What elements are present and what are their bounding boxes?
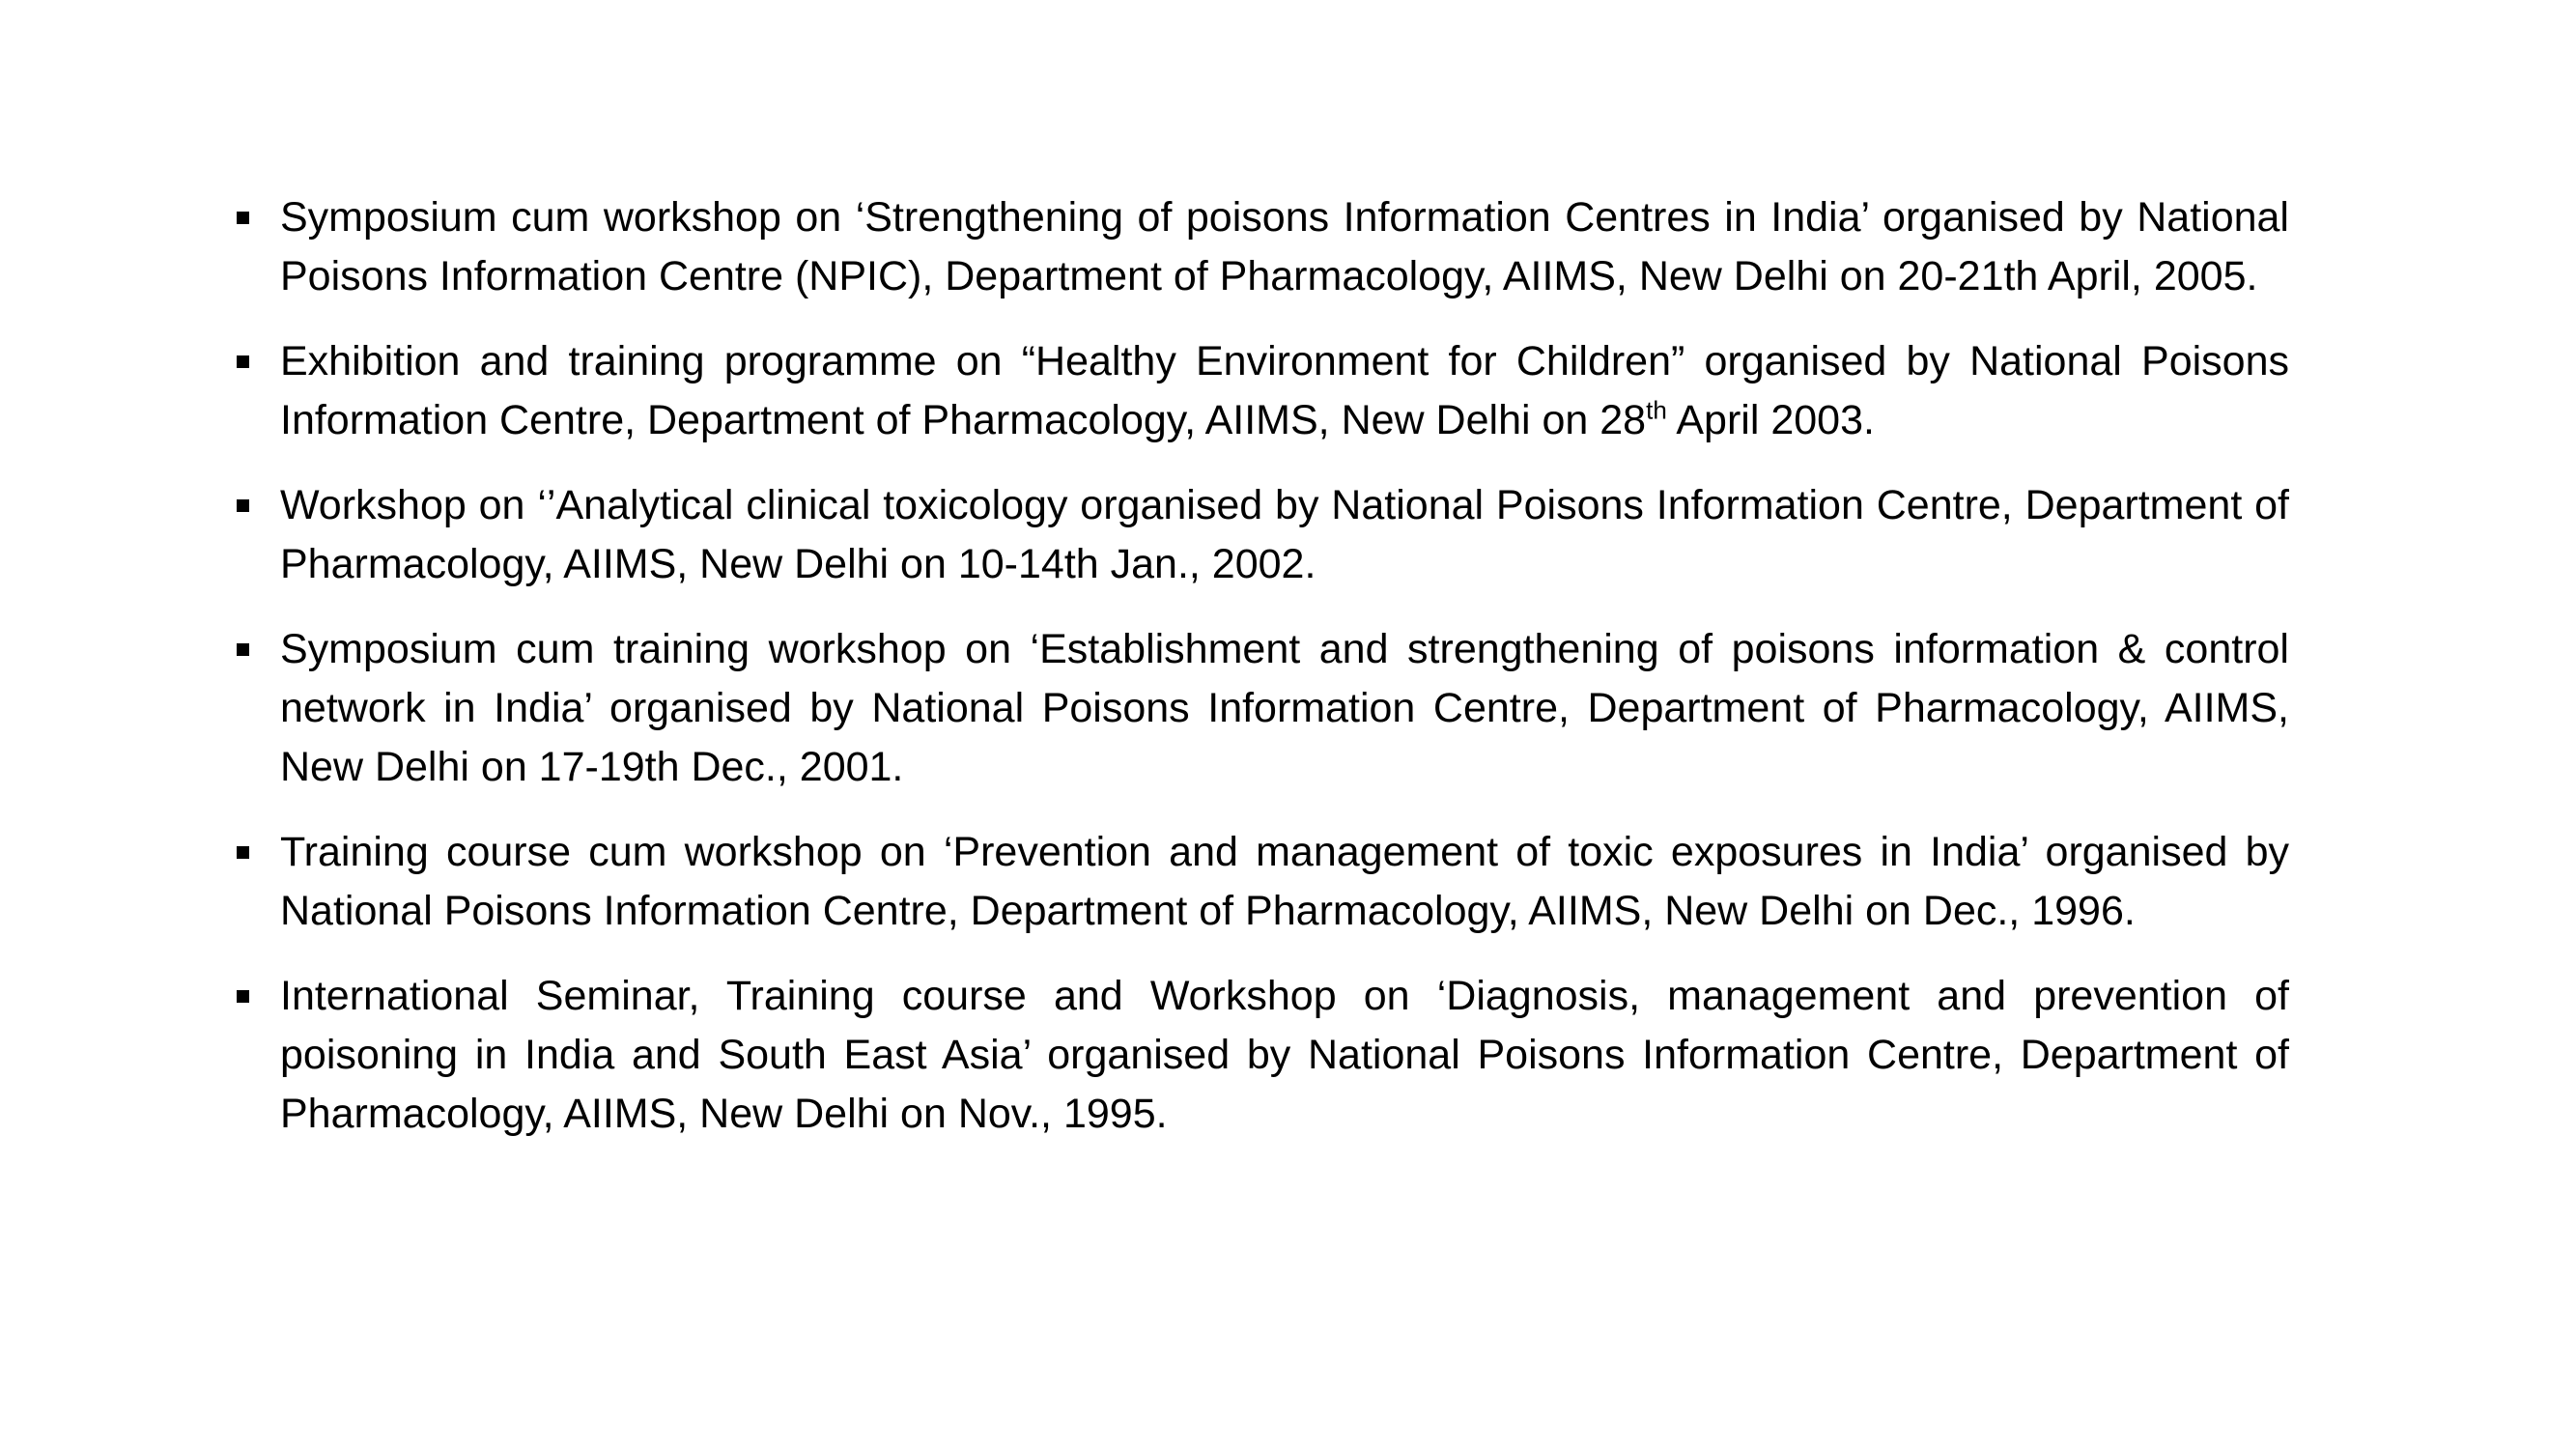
list-item — [232, 476, 2289, 594]
list-item — [232, 332, 2289, 450]
list-item-text: Exhibition and training programme on “Healthy Environment for Children” organised by National Poisons Information Centre, Department of Pharmacology, AIIMS, New Delhi on 28 — [280, 338, 2289, 443]
list-item-text: Training course cum workshop on ‘Prevention and management of toxic exposures in India’ organised by National Poisons Information Centre, Department of Pharmacology, AIIMS, New Delhi on Dec., 1996. — [280, 829, 2289, 934]
square-bullet-icon — [237, 643, 249, 656]
list-item — [232, 823, 2289, 941]
list-item — [232, 967, 2289, 1144]
list-item-text: Symposium cum training workshop on ‘Establishment and strengthening of poisons information & control network in India’ organised by National Poisons Information Centre, Department of Pharmacology, AIIMS, New Delhi on 17-19th Dec., 2001. — [280, 626, 2289, 790]
list-item-text: Symposium cum workshop on ‘Strengthening of poisons Information Centres in India’ organised by National Poisons Information Centre (NPIC), Department of Pharmacology, AIIMS, New Delhi on 20-21th April, 2005. — [280, 194, 2289, 299]
square-bullet-icon — [237, 212, 249, 224]
list-item — [232, 620, 2289, 797]
list-item-text-tail: April 2003. — [1666, 397, 1875, 443]
list-item-text: International Seminar, Training course and Workshop on ‘Diagnosis, management and prevention of poisoning in India and South East Asia’ organised by National Poisons Information Centre, Department of Pharmacology, AIIMS, New Delhi on Nov., 1995. — [280, 973, 2289, 1137]
bullet-list — [232, 188, 2289, 1170]
list-item-text: Workshop on ‘’Analytical clinical toxicology organised by National Poisons Information Centre, Department of Pharmacology, AIIMS, New Delhi on 10-14th Jan., 2002. — [280, 482, 2289, 587]
square-bullet-icon — [237, 355, 249, 368]
square-bullet-icon — [237, 990, 249, 1003]
square-bullet-icon — [237, 499, 249, 512]
square-bullet-icon — [237, 846, 249, 859]
list-item-superscript: th — [1646, 395, 1667, 425]
list-item — [232, 188, 2289, 306]
